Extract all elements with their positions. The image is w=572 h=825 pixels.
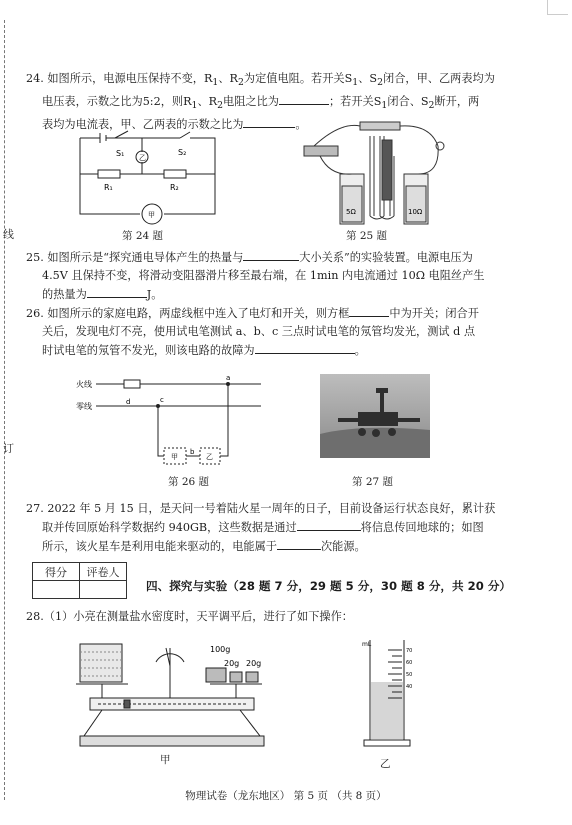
q25-line2: 4.5V 且保持不变，将滑动变阻器滑片移至最右端，在 1min 内电流通过 10Ω 电阻丝产生 xyxy=(42,269,485,282)
grader-cell[interactable] xyxy=(80,581,127,599)
q25-blank-2[interactable] xyxy=(87,285,147,298)
resistor-10-label: 10Ω xyxy=(408,208,423,216)
q25-blank-1[interactable] xyxy=(243,248,299,261)
neutral-wire-label: 零线 xyxy=(76,402,92,411)
binding-char-line: 线 xyxy=(3,228,14,241)
q26-line2: 关后，发现电灯不亮，使用试电笔测试 a、b、c 三点时试电笔的氖管均发光，测试 d 点 xyxy=(42,325,476,338)
figure-24-circuit xyxy=(60,128,240,228)
box-yi-label: 乙 xyxy=(206,453,213,461)
grader-header: 评卷人 xyxy=(80,563,127,581)
q26-blank-2[interactable] xyxy=(255,341,355,354)
score-table xyxy=(32,562,127,599)
question-26 xyxy=(26,304,550,360)
binding-char-order: 订 xyxy=(3,442,14,455)
figure-26-caption: 第 26 题 xyxy=(168,476,210,488)
weight-20g-label-1: 20g xyxy=(224,659,240,668)
s2-label: S₂ xyxy=(178,148,187,157)
point-c-label: c xyxy=(160,396,164,404)
page-corner-mark xyxy=(547,0,568,15)
question-28: 28.（1）小亮在测量盐水密度时，天平调平后，进行了如下操作： xyxy=(26,610,353,623)
q24-line1: 24. 如图所示，电源电压保持不变，$R_1$、$R_2$为定值电阻。若开关$S_1$、$S_2$闭合，甲、乙两表均为 xyxy=(26,72,495,89)
tick-60-label: 60 xyxy=(406,660,413,666)
figure-25-apparatus xyxy=(300,116,460,228)
box-jia-label: 甲 xyxy=(171,453,178,461)
figure-28-balance xyxy=(74,636,270,756)
point-b-label: b xyxy=(190,448,195,456)
figure-27-rover-photo xyxy=(320,374,430,458)
r1-label: R₁ xyxy=(104,183,113,192)
meter-yi-label: 乙 xyxy=(139,154,146,162)
question-27 xyxy=(26,500,550,556)
figure-26-circuit xyxy=(76,374,266,470)
figure-27-caption: 第 27 题 xyxy=(352,476,394,488)
figure-28-graduated-cylinder xyxy=(358,636,418,752)
q24-blank-1[interactable] xyxy=(279,92,329,105)
q26-line3: 时试电笔的氖管不发光，则该电路的故障为 。 xyxy=(26,341,550,360)
resistor-5-label: 5Ω xyxy=(346,208,356,216)
score-cell[interactable] xyxy=(33,581,80,599)
binding-line xyxy=(3,20,14,800)
figure-24-caption: 第 24 题 xyxy=(122,230,164,242)
point-a-label: a xyxy=(226,374,231,382)
q25-line1: 25. 如图所示是“探究通电导体产生的热量与 大小关系”的实验装置。电源电压为 xyxy=(26,248,550,267)
tick-50-label: 50 xyxy=(406,672,413,678)
q26-blank-1[interactable] xyxy=(349,304,389,317)
q24-blank-2[interactable] xyxy=(243,115,295,128)
weight-100g-label: 100g xyxy=(210,645,231,654)
q27-blank-2[interactable] xyxy=(277,537,321,550)
figure-25-caption: 第 25 题 xyxy=(346,230,388,242)
q27-line3: 所示，该火星车是利用电能来驱动的，电能属于 次能源。 xyxy=(26,537,550,556)
question-25 xyxy=(26,248,550,304)
meter-jia-label: 甲 xyxy=(148,211,155,219)
q27-blank-1[interactable] xyxy=(297,518,361,531)
ml-unit-label: mL xyxy=(362,641,372,648)
q25-line3: 的热量为 J。 xyxy=(26,285,550,304)
q27-line2: 取并传回原始科学数据约 940GB，这些数据是通过 将信息传回地球的；如图 xyxy=(26,518,550,537)
r2-label: R₂ xyxy=(170,183,179,192)
question-24 xyxy=(26,70,550,134)
tick-40-label: 40 xyxy=(406,684,413,690)
weight-20g-label-2: 20g xyxy=(246,659,262,668)
s1-label: S₁ xyxy=(116,149,125,158)
live-wire-label: 火线 xyxy=(76,380,92,389)
score-header: 得分 xyxy=(33,563,80,581)
section-4-title: 四、探究与实验（28 题 7 分，29 题 5 分，30 题 8 分，共 20 分） xyxy=(146,579,512,593)
q24-line3: 表均为电流表，甲、乙两表的示数之比为 。 xyxy=(26,115,550,134)
q27-line1: 27. 2022 年 5 月 15 日，是天问一号着陆火星一周年的日子，目前设备运行状态良好，累计获 xyxy=(26,502,496,515)
page-footer: 物理试卷（龙东地区） 第 5 页 （共 8 页） xyxy=(185,790,387,802)
tick-70-label: 70 xyxy=(406,648,413,654)
q26-line1: 26. 如图所示的家庭电路，两虚线框中连入了电灯和开关，则方框 中为开关；闭合开 xyxy=(26,304,550,323)
point-d-label: d xyxy=(126,398,131,406)
figure-28-yi-caption: 乙 xyxy=(380,758,391,770)
figure-28-jia-caption: 甲 xyxy=(160,754,171,766)
q24-line2: 电压表，示数之比为5:2，则$R_1$、$R_2$电阻之比为 ；若开关$S_1$闭合、$S_2$断开，两 xyxy=(26,92,550,115)
